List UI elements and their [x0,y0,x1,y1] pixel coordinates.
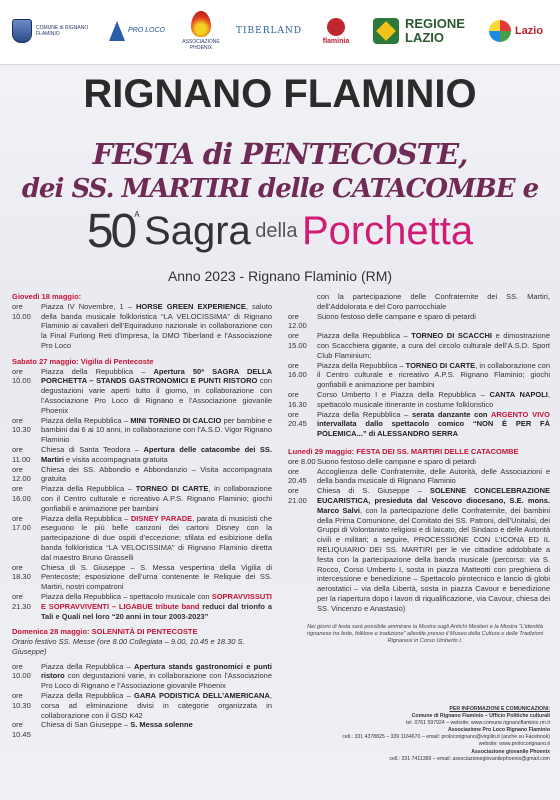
event-item [12,720,272,740]
event-description: Chiesa di Santa Teodora – Apertura delle catacombe dei SS. Martiri e visita accompagnata gratuita [41,444,273,464]
event-item [12,416,272,445]
day-heading-thursday: Giovedì 18 maggio: [12,292,82,301]
contact-line: website: www.prolocorignano.it [478,741,550,748]
event-description: Piazza della Repubblica – spettacolo musicale con SOPRAVVISSUTI E SOPRAVVIVENTI – LIGABUE tribute band reduci dal trionfo a Tali e Quali nel loro “20 anni in tour 2003-2023” [41,591,272,621]
contact-line: Comune di Rignano Flaminio – Ufficio Politiche culturali [411,713,550,720]
regione-lazio-emblem-icon [373,18,399,44]
tiberland-logo [232,8,306,54]
event-item [12,367,272,416]
event-description: Corso Umberto I e Piazza della Repubblica – CANTA NAPOLI, spettacolo musicale itinerante in costume folkloristico [317,389,550,409]
event-time: ore 16.30 [288,389,307,409]
event-description: Piazza della Repubblica – Apertura stands gastronomici e punti ristoro con degustazioni varie, in collaborazione con l’Associazione Pro Loco di Rignano e l’Associazione giovanile Phoenix [41,661,272,691]
event-item [288,312,550,332]
event-description: Piazza della Repubblica – Apertura 50ª SAGRA DELLA PORCHETTA – STANDS GASTRONOMICI E PUNTI RISTORO con degustazioni varie aperti tutto il giorno, in collaborazione con l’Associazione Pro Loco di Rignano e l’Associazione giovanile Phoenix [41,366,273,415]
mass-schedule-note: Orario festivo SS. Messe (ore 8.00 Collegiata – 9.00, 10.45 e 18.30 S. Giuseppe) [12,637,245,656]
event-item [12,691,272,720]
event-description: Piazza della Repubblica – TORNEO DI CARTE, in collaborazione con il Centro culturale e ricreativo A.P.S. Rignano Flaminio; giochi gonfiabili e animazione per bambini [317,360,551,390]
contact-line: Associazione giovanile Phoenix [471,748,550,755]
event-time: ore 18.30 [12,562,31,582]
phoenix-flame-icon [191,11,211,37]
event-description: Piazza della Repubblica – TORNEO DI CARTE, in collaborazione con il Centro culturale e ricreativo A.P.S. Rignano Flaminio; giochi gonfiabili e animazione per bambini [41,484,272,513]
event-item [12,445,272,465]
event-description: Chiesa di S. Giuseppe – SOLENNE CONCELEBRAZIONE EUCARISTICA, presieduta dal Vescovo diocesano, S.E. mons. Marco Salvi, con la partecipazione delle Confraternite, dei bambini della Prima Comunione, del Comitato dei SS. Patroni, dell’Unitalsi, dei Gruppi di Volontariato religiosi e di laicato, del Sindaco e delle Autorità civili e militari; a seguire, PROCESSIONE CON L’ICONA ED IL RELIQUIARIO DEI SS. MARTIRI per le vie cittadine addobbate a festa con la partecipazione della banda musicale (percorso: via S. Rocco, Corso Umberto I, sosta in piazza Matteotti con preghiera di intercessione e benedizione – Spettacolo pirotecnico e lancio di globi aerostatici – via della Libertà, sosta in piazza Cavour e benedizione per la riapertura dopo i lavori di riqualificazione, via Cavour, chiesa dei SS. Vincenzo e Anastasio) [317,486,550,613]
event-time: ore 11.00 [12,444,31,464]
event-description: Piazza della Repubblica – GARA PODISTICA DELL’AMERICANA, corsa ad eliminazione divisi in categorie organizzata in collaborazione con il GSD K42 [41,691,272,720]
event-time: ore 10.00 [12,661,31,681]
festa-title-line2: dei SS. MARTIRI delle CATACOMBE e [21,174,539,204]
exhibition-footnote: Nei giorni di festa sarà possibile ammirare la Mostra sugli Antichi Mestieri e la Mostra “L’identità rignanese tra fede, folklore e tradizione” allestite presso il Museo della Cultura e delle Tradizioni Rignanesi in Corso Umberto I. [306,624,544,644]
day-heading-sunday: Domenica 28 maggio: SOLENNITÀ DI PENTECOSTE [12,627,198,637]
lazio-eterna-logo [478,8,554,54]
event-item-continued [288,292,550,312]
event-description: Chiesa di San Giuseppe – S. Messa solenne [41,720,193,730]
event-time: ore 16.00 [288,360,307,380]
program-left-column [12,292,272,740]
town-title: RIGNANO FLAMINIO [83,72,477,116]
event-item [288,486,550,613]
day-heading-saturday: Sabato 27 maggio: Vigilia di Pentecoste [12,356,154,366]
sagra-title [0,204,560,259]
event-time: ore 20.45 [288,409,307,429]
regione-lazio-logo [370,8,470,54]
event-time: ore 15.00 [288,331,307,350]
event-item [288,410,550,439]
event-description: con la partecipazione delle Confraternite dei SS. Martiri, dell’Addolorata e del Coro parrocchiale [317,292,550,311]
event-description: Accoglienza delle Confraternite, delle Autorità, delle Associazioni e della banda musicale di Rignano Flaminio [317,466,550,486]
regione-lazio-text: REGIONE LAZIO [405,16,465,45]
proloco-logo-text: PRO LOCO [128,27,165,34]
lazio-eterna-icon [489,20,511,42]
flaminia-logo [314,8,358,54]
della-word: della [255,220,298,242]
program-right-column [288,292,550,614]
event-item [12,302,272,351]
event-time: ore 12.00 [12,464,31,484]
event-item [12,514,272,563]
year-location: Anno 2023 - Rignano Flaminio (RM) [167,268,393,284]
event-time: ore 10.00 [12,301,31,321]
event-description: Piazza della Repubblica – MINI TORNEO DI CALCIO per bambine e bambini dai 6 ai 10 anni, in collaborazione con l’A.S.D. Vigor Rignano Flaminio [41,415,272,445]
proloco-logo [106,8,168,54]
event-description: Suono festoso delle campane e sparo di petardi [317,311,476,321]
event-time: ore 10.30 [12,691,31,710]
comune-crest-icon [12,19,32,43]
contact-info [330,706,550,763]
edition-number: 50 [86,205,135,258]
event-time: ore 21.30 [12,591,31,611]
event-description: Piazza IV Novembre, 1 – HORSE GREEN EXPERIENCE, saluto della banda musicale folkloristica “LA VELOCISSIMA” di Rignano Flaminio ai cavalieri dell’Equiraduno nazionale in collaborazione con la Final Furlong Reti d’impresa, la DMO Tiberland e l’Associazione Pro Loco [41,301,272,350]
event-time: ore 8.00 [288,456,316,466]
event-description: Chiesa di S. Giuseppe – S. Messa vespertina della Vigilia di Pentecoste; esposizione dell’urna contenente le Reliquie dei SS. Martiri, nostri compatroni [41,562,272,592]
contact-line: tel. 0761 597924 – website: www.comune.rignanoflaminio.rm.it [406,720,550,727]
comune-logo [10,8,98,54]
phoenix-logo [176,8,226,54]
porchetta-word: Porchetta [301,209,474,253]
event-time: ore 16.00 [12,484,31,503]
event-time: ore 20.45 [288,466,307,486]
event-description: Suono festoso delle campane e sparo di petardi [317,456,476,466]
festa-title-line1: FESTA di PENTECOSTE, [92,137,468,171]
sagra-word: Sagra [144,209,251,253]
event-time: ore 10.30 [12,415,31,435]
event-item [12,563,272,592]
event-item [288,361,550,390]
comune-logo-text: COMUNE di RIGNANO FLAMINIO [36,25,89,37]
flaminia-radio-icon [327,18,345,36]
contact-line: Associazione Pro Loco Rignano Flaminio [447,727,550,734]
event-item [288,331,550,360]
event-item [12,662,272,691]
contact-title: PER INFORMAZIONI E COMUNICAZIONI: [449,706,550,712]
event-time: ore 21.00 [288,486,307,505]
event-item [288,390,550,410]
event-time: ore 10.45 [12,720,31,740]
event-description: Piazza della Repubblica – TORNEO DI SCACCHI e dimostrazione con Scacchiera gigante, a cura del circolo culturale dell’A.S.D. Sport Club Flaminium; [317,331,550,360]
event-item [12,484,272,513]
event-time: ore 17.00 [12,513,31,533]
phoenix-logo-text: ASSOCIAZIONE PHOENIX [182,39,220,51]
proloco-tower-icon [109,21,125,41]
event-description: Piazza della Repubblica – serata danzante con ARGENTO VIVO intervallata dallo spettacolo comico “NON È PER FÀ POLEMICA...” di ALESSANDRO SERRA [317,409,550,439]
event-time: ore 12.00 [288,311,307,331]
event-item [288,457,550,467]
sponsor-logo-bar [0,0,560,65]
event-time: ore 10.00 [12,366,31,386]
tiberland-logo-text: TIBERLAND [235,26,303,36]
event-item [12,465,272,485]
event-description: Piazza della Repubblica – DISNEY PARADE, parata di musicisti che eseguono le più belle canzoni dei cartoni Disney con la partecipazione di due ospiti d’eccezione; sfilata ed esibizione della banda folkloristica “LA VELOCISSIMA” di Rignano Flaminio diretta dal maestro Bruno Grasselli [41,513,272,562]
lazio-eterna-text: Lazio [514,25,544,37]
event-item [12,592,272,621]
event-description: Chiesa dei SS. Abbondio e Abbondanzio – Visita accompagnata gratuita [41,464,272,484]
flaminia-logo-text: flaminia [322,37,350,45]
event-item [288,467,550,487]
contact-line: cell.: 331 7411389 – email: associazionegiovanilephoenix@gmail.com [389,755,550,762]
edition-superscript: A [134,210,140,219]
day-heading-monday: Lunedì 29 maggio: FESTA DEI SS. MARTIRI DELLE CATACOMBE [288,446,519,456]
contact-line: cell.: 331 4378825 – 339 1164670 – email: prolocorignano@virgilio.it (anche su Facebook) [342,734,550,741]
